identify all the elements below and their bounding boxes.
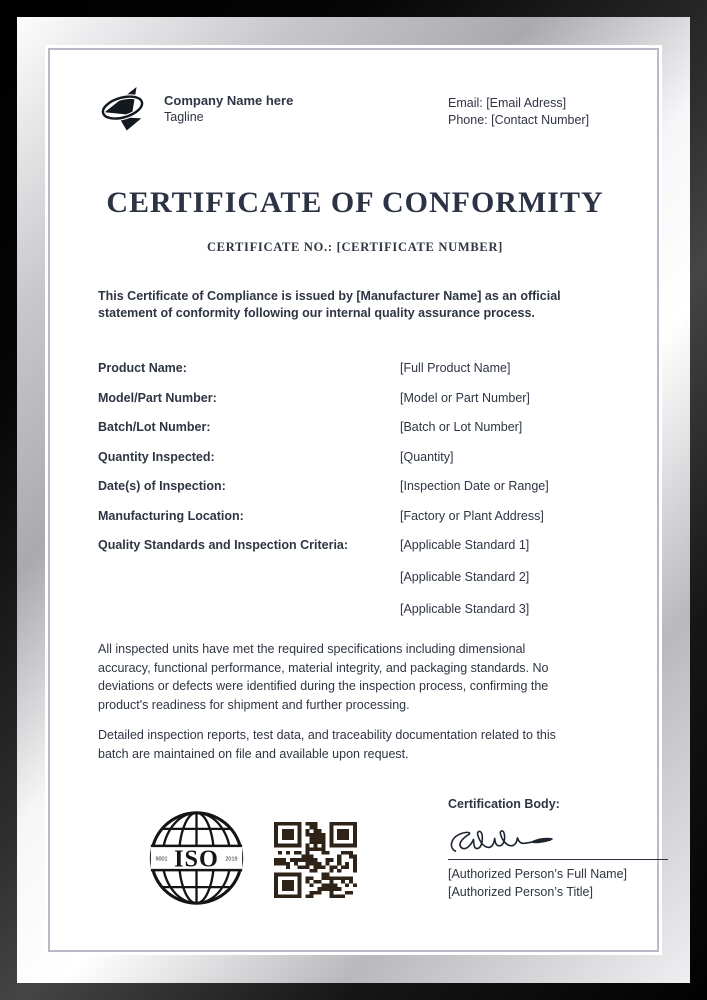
intro-statement: This Certificate of Compliance is issued by [Manufacturer Name] as an official statement of conformity following our internal quality assurance process.	[98, 289, 561, 320]
field-label: Product Name:	[98, 361, 187, 375]
field-value: [Full Product Name]	[400, 361, 511, 375]
certificate-content	[48, 48, 659, 952]
qr-code-icon	[274, 822, 357, 898]
field-row	[98, 510, 612, 523]
iso-badge-center-text: ISO	[174, 845, 219, 873]
brand-text	[164, 93, 293, 125]
contact-block	[448, 95, 589, 129]
field-label: Quality Standards and Inspection Criteria:	[98, 538, 349, 552]
field-label: Model/Part Number:	[98, 390, 217, 405]
company-name: Company Name here	[164, 92, 294, 108]
field-row	[98, 480, 612, 493]
signature-icon	[448, 817, 570, 863]
field-label: Quantity Inspected:	[98, 449, 215, 464]
certificate-number-line: CERTIFICATE NO.: [CERTIFICATE NUMBER]	[206, 240, 504, 254]
iso-badge-right-text: 2019	[225, 856, 238, 863]
fields-table	[98, 362, 612, 616]
signature-line	[448, 859, 668, 860]
frame-white-mat	[45, 45, 662, 955]
field-value: [Applicable Standard 1] [Applicable Standard 2] [Applicable Standard 3]	[400, 538, 530, 616]
authorized-person-title: [Authorized Person’s Title]	[448, 884, 593, 899]
certification-body-block	[448, 797, 670, 901]
field-row	[98, 539, 612, 616]
field-label: Date(s) of Inspection:	[98, 479, 226, 493]
body-paragraphs	[98, 640, 612, 763]
iso-9001-badge-icon	[146, 808, 247, 908]
field-value: [Quantity]	[400, 449, 454, 464]
contact-phone: Phone: [Contact Number]	[448, 113, 590, 127]
footer	[98, 797, 628, 917]
field-value: [Model or Part Number]	[400, 390, 530, 405]
field-row	[98, 392, 612, 405]
company-tagline: Tagline	[164, 109, 204, 124]
field-row	[98, 421, 612, 434]
field-row	[98, 362, 612, 375]
page-title: CERTIFICATE OF CONFORMITY	[106, 186, 604, 219]
company-logo-icon	[98, 86, 147, 131]
authorized-person-block	[448, 866, 670, 901]
field-row	[98, 451, 612, 464]
field-value: [Inspection Date or Range]	[400, 479, 549, 493]
field-label: Batch/Lot Number:	[98, 420, 211, 434]
authorized-person-name: [Authorized Person’s Full Name]	[448, 867, 628, 881]
certification-body-label: Certification Body:	[448, 797, 560, 811]
frame-silver-bevel	[17, 17, 690, 983]
paragraph: Detailed inspection reports, test data, and traceability documentation related to this batch are maintained on file and available upon request.	[98, 728, 556, 761]
field-label: Manufacturing Location:	[98, 508, 244, 523]
contact-email: Email: [Email Adress]	[448, 96, 567, 110]
iso-badge-left-text: 9001	[155, 856, 168, 863]
header	[98, 86, 612, 134]
paragraph: All inspected units have met the required specifications including dimensional accuracy, functional performance, material integrity, and packaging standards. No deviations or defects were identified during the inspection process, confirming the product's readiness for shipment and further processing.	[98, 642, 549, 712]
field-value: [Factory or Plant Address]	[400, 508, 544, 523]
field-value: [Batch or Lot Number]	[400, 420, 523, 434]
